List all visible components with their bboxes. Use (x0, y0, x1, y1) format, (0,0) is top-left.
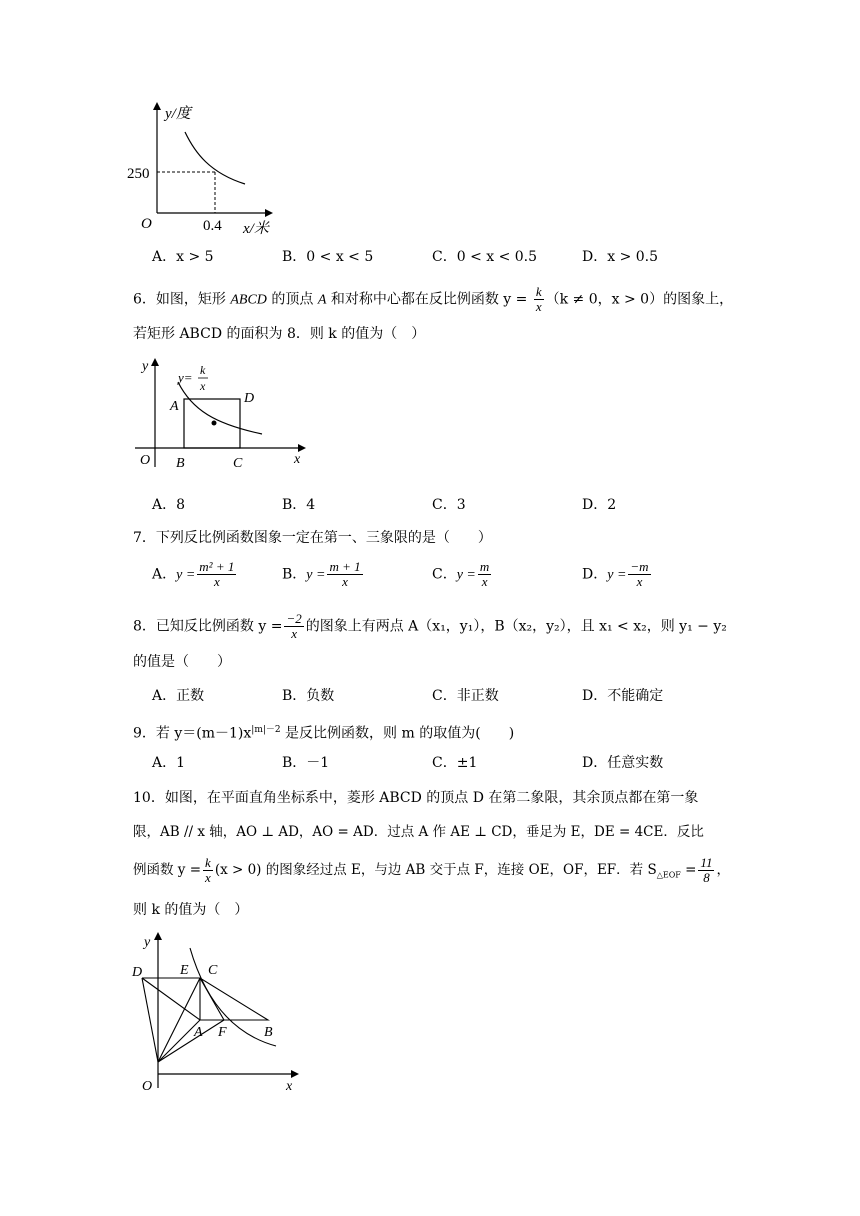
q6-stem-line2: 若矩形 ABCD 的面积为 8．则 k 的值为（ ） (133, 326, 426, 342)
q6-frac-num: k (535, 284, 542, 299)
q7-option-c-prefix: C． (432, 566, 457, 583)
frac-num: m (479, 559, 490, 574)
frac-num: k (205, 855, 211, 870)
q10-fig-x: x (286, 1079, 293, 1094)
frac-num: m² + 1 (199, 559, 235, 574)
q6-text: （k ≠ 0，x > 0）的图象上， (545, 291, 734, 308)
frac-den: x (213, 574, 220, 589)
q8-text: 8．已知反比例函数 y = (133, 618, 283, 635)
q7-option-c-lhs: y = (456, 567, 476, 583)
q10-text: = (680, 862, 697, 878)
q7-option-c-fraction (478, 560, 491, 589)
q8-fraction (284, 612, 303, 641)
q10-fig-f: F (218, 1025, 227, 1040)
q10-stem-line3 (133, 856, 730, 886)
q10-stem-line1: 10．如图，在平面直角坐标系中，菱形 ABCD 的顶点 D 在第二象限，其余顶点都在第一象 (133, 790, 699, 806)
frac-den: x (205, 870, 211, 885)
q5-option-c[interactable]: C．0 < x < 0.5 (432, 249, 538, 265)
q7-option-a-fraction (197, 560, 236, 589)
q10-text: 例函数 y = (133, 862, 202, 878)
q10-fig-a: A (194, 1025, 203, 1040)
q7-option-d-fraction (628, 560, 650, 589)
q6-text: 6．如图，矩形 (133, 291, 231, 308)
q7-option-d-prefix: D． (582, 566, 608, 583)
frac-den: x (636, 574, 643, 589)
q6-option-a[interactable]: A．8 (152, 497, 186, 513)
frac-num: −m (630, 559, 649, 574)
q7-option-a-prefix: A． (152, 566, 177, 583)
q6-fig-o: O (140, 453, 151, 468)
q10-text: ， (716, 862, 730, 878)
q8-option-d[interactable]: D．不能确定 (582, 688, 664, 704)
q10-fraction (203, 856, 213, 885)
frac-den: x (291, 626, 297, 641)
q10-fig-c: C (208, 963, 218, 978)
q6-fig-c: C (233, 456, 243, 471)
q8-option-a[interactable]: A．正数 (152, 688, 205, 704)
frac-den: x (481, 574, 488, 589)
q5-origin: O (141, 216, 152, 232)
q9-option-c[interactable]: C．±1 (432, 755, 478, 771)
q7-option-b-prefix: B． (282, 566, 307, 583)
q6-option-d[interactable]: D．2 (582, 497, 617, 513)
q10-fig-y: y (144, 935, 151, 950)
q10-fig-e: E (180, 963, 189, 978)
q10-fig-b: B (264, 1025, 273, 1040)
q8-text: 的图象上有两点 A（x₁，y₁），B（x₂，y₂），且 x₁ < x₂，则 y₁ − y₂ (305, 618, 727, 635)
q5-option-a[interactable]: A．x > 5 (152, 249, 214, 265)
q6-text: 和对称中心都在反比例函数 y = (326, 291, 532, 308)
q7-stem: 7．下列反比例函数图象一定在第一、三象限的是（ ） (133, 530, 492, 546)
q7-option-a[interactable] (152, 560, 238, 589)
q9-text: 是反比例函数，则 m 的取值为( ) (280, 725, 515, 742)
q7-option-b-lhs: y = (306, 567, 326, 583)
q6-fig-x: x (294, 452, 301, 467)
q9-exponent: |m|－2 (251, 725, 281, 735)
q10-fig-o: O (142, 1079, 153, 1094)
q6-fig-y: y (142, 359, 149, 374)
q5-y-tick: 250 (127, 166, 150, 182)
q9-option-d[interactable]: D．任意实数 (582, 755, 664, 771)
q10-stem-line4: 则 k 的值为（ ） (133, 902, 249, 918)
q10-fig-d: D (132, 965, 143, 980)
q7-option-b-fraction (327, 560, 362, 589)
q9-option-b[interactable]: B．－1 (282, 755, 330, 771)
q6-figure (130, 352, 310, 477)
q6-fig-d: D (244, 391, 255, 406)
q8-option-c[interactable]: C．非正数 (432, 688, 499, 704)
q6-text: 的顶点 (266, 291, 318, 308)
q7-option-b[interactable] (282, 560, 365, 589)
q10-subscript: △EOF (656, 870, 681, 880)
q7-option-c[interactable] (432, 560, 493, 589)
frac-num: 11 (700, 855, 713, 870)
q7-option-d[interactable] (582, 560, 653, 589)
q7-option-d-lhs: y = (607, 567, 627, 583)
q6-option-c[interactable]: C．3 (432, 497, 466, 513)
q10-stem-line2: 限，AB // x 轴，AO ⊥ AD，AO = AD．过点 A 作 AE ⊥ CD，垂足为 E，DE = 4CE．反比 (133, 824, 704, 840)
q10-area-fraction (698, 856, 714, 885)
q5-x-label: x/米 (243, 221, 269, 237)
q6-fig-func-den: x (200, 379, 206, 393)
frac-den: x (342, 574, 348, 589)
q5-graph (125, 98, 285, 238)
q6-frac-den: x (535, 299, 542, 314)
q5-option-b[interactable]: B．0 < x < 5 (282, 249, 374, 265)
frac-num: −2 (286, 611, 302, 626)
q8-option-b[interactable]: B．负数 (282, 688, 335, 704)
q5-x-tick: 0.4 (203, 218, 222, 234)
q9-option-a[interactable]: A．1 (152, 755, 186, 771)
q9-stem (133, 720, 514, 744)
q5-y-label: y/度 (165, 106, 191, 122)
frac-den: 8 (703, 870, 710, 885)
q6-text: ABCD (230, 292, 267, 308)
q6-fraction (534, 285, 544, 314)
frac-num: m + 1 (329, 559, 361, 574)
q6-fig-func-lhs: y= (178, 370, 193, 385)
q10-figure (128, 928, 308, 1098)
q6-fig-b: B (176, 456, 185, 471)
q10-text: (x > 0) 的图象经过点 E，与边 AB 交于点 F，连接 OE，OF，EF．若 S (214, 862, 657, 878)
q6-stem-line1 (133, 285, 733, 314)
q6-text: A (317, 292, 327, 308)
q6-option-b[interactable]: B．4 (282, 497, 316, 513)
q8-stem-line2: 的值是（ ） (133, 654, 231, 670)
q7-option-a-lhs: y = (176, 567, 196, 583)
q6-fig-func-num: k (200, 363, 206, 377)
q5-option-d[interactable]: D．x > 0.5 (582, 249, 659, 265)
q9-text: 9．若 y＝(m－1)x (133, 725, 252, 742)
q8-stem-line1 (133, 612, 727, 641)
q6-fig-a: A (170, 399, 179, 414)
